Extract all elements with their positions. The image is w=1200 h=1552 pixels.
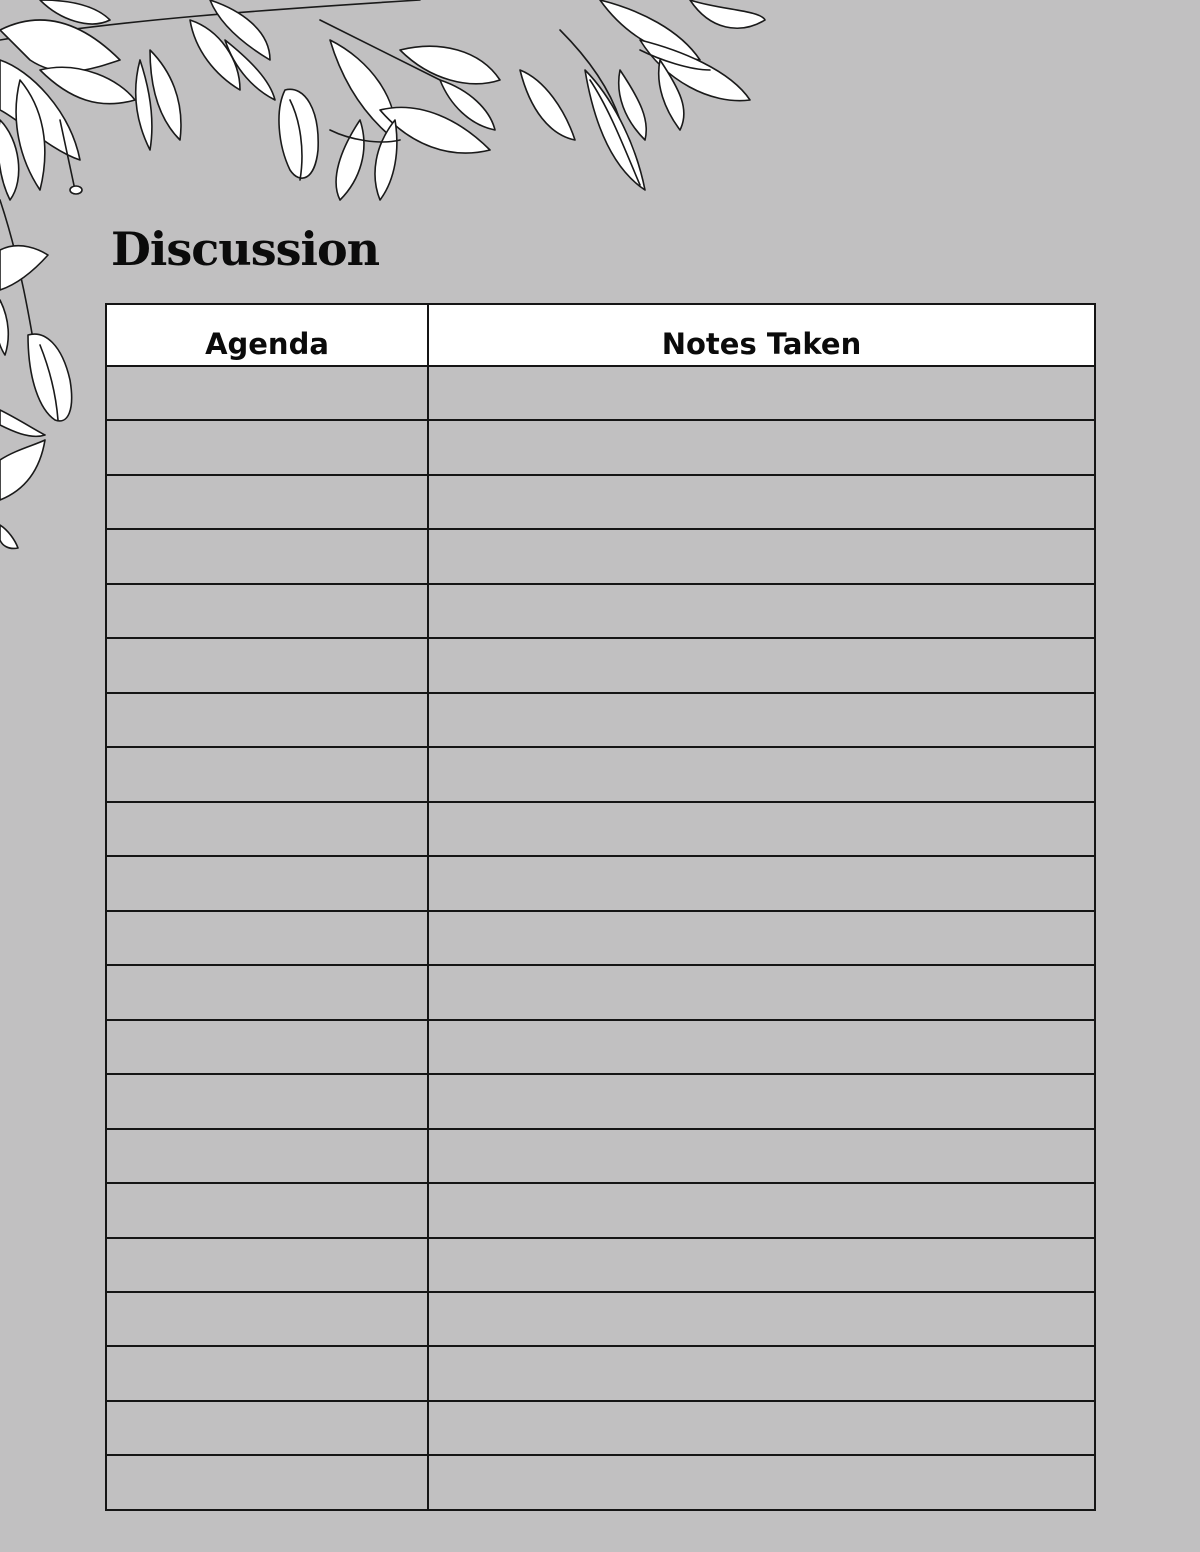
agenda-cell[interactable] (106, 1238, 428, 1292)
table-row (106, 1238, 1095, 1292)
notes-taken-column-header: Notes Taken (428, 304, 1095, 366)
notes-cell[interactable] (428, 1183, 1095, 1237)
notes-cell[interactable] (428, 638, 1095, 692)
table-row (106, 1292, 1095, 1346)
agenda-cell[interactable] (106, 1074, 428, 1128)
notes-cell[interactable] (428, 747, 1095, 801)
agenda-cell[interactable] (106, 802, 428, 856)
notes-cell[interactable] (428, 1455, 1095, 1510)
notes-cell[interactable] (428, 911, 1095, 965)
discussion-table (105, 303, 1096, 1511)
agenda-cell[interactable] (106, 1346, 428, 1400)
notes-cell[interactable] (428, 965, 1095, 1019)
table-row (106, 1455, 1095, 1510)
notes-cell[interactable] (428, 366, 1095, 420)
agenda-cell[interactable] (106, 1020, 428, 1074)
table-row (106, 693, 1095, 747)
table-row (106, 584, 1095, 638)
agenda-cell[interactable] (106, 1401, 428, 1455)
notes-cell[interactable] (428, 1074, 1095, 1128)
notes-cell[interactable] (428, 693, 1095, 747)
notes-cell[interactable] (428, 529, 1095, 583)
table-row (106, 638, 1095, 692)
table-row (106, 475, 1095, 529)
agenda-column-header: Agenda (106, 304, 428, 366)
table-row (106, 420, 1095, 474)
agenda-cell[interactable] (106, 1455, 428, 1510)
agenda-cell[interactable] (106, 965, 428, 1019)
notes-cell[interactable] (428, 856, 1095, 910)
agenda-cell[interactable] (106, 911, 428, 965)
agenda-cell[interactable] (106, 693, 428, 747)
table-row (106, 1020, 1095, 1074)
table-row (106, 529, 1095, 583)
notes-cell[interactable] (428, 1238, 1095, 1292)
page-title: Discussion (111, 222, 380, 276)
table-row (106, 911, 1095, 965)
agenda-cell[interactable] (106, 1129, 428, 1183)
table-row (106, 1129, 1095, 1183)
agenda-cell[interactable] (106, 1183, 428, 1237)
notes-cell[interactable] (428, 1129, 1095, 1183)
table-row (106, 1074, 1095, 1128)
table-row (106, 747, 1095, 801)
agenda-cell[interactable] (106, 529, 428, 583)
table-row (106, 802, 1095, 856)
notes-cell[interactable] (428, 1401, 1095, 1455)
agenda-cell[interactable] (106, 475, 428, 529)
table-row (106, 965, 1095, 1019)
table-row (106, 856, 1095, 910)
notes-cell[interactable] (428, 584, 1095, 638)
agenda-cell[interactable] (106, 638, 428, 692)
agenda-cell[interactable] (106, 584, 428, 638)
table-row (106, 366, 1095, 420)
agenda-cell[interactable] (106, 747, 428, 801)
agenda-cell[interactable] (106, 856, 428, 910)
notes-cell[interactable] (428, 1346, 1095, 1400)
table-header-row (106, 304, 1095, 366)
notes-cell[interactable] (428, 420, 1095, 474)
table-row (106, 1401, 1095, 1455)
notes-cell[interactable] (428, 475, 1095, 529)
agenda-cell[interactable] (106, 1292, 428, 1346)
agenda-cell[interactable] (106, 366, 428, 420)
notes-cell[interactable] (428, 802, 1095, 856)
notes-cell[interactable] (428, 1020, 1095, 1074)
notes-cell[interactable] (428, 1292, 1095, 1346)
agenda-cell[interactable] (106, 420, 428, 474)
table-row (106, 1346, 1095, 1400)
table-row (106, 1183, 1095, 1237)
